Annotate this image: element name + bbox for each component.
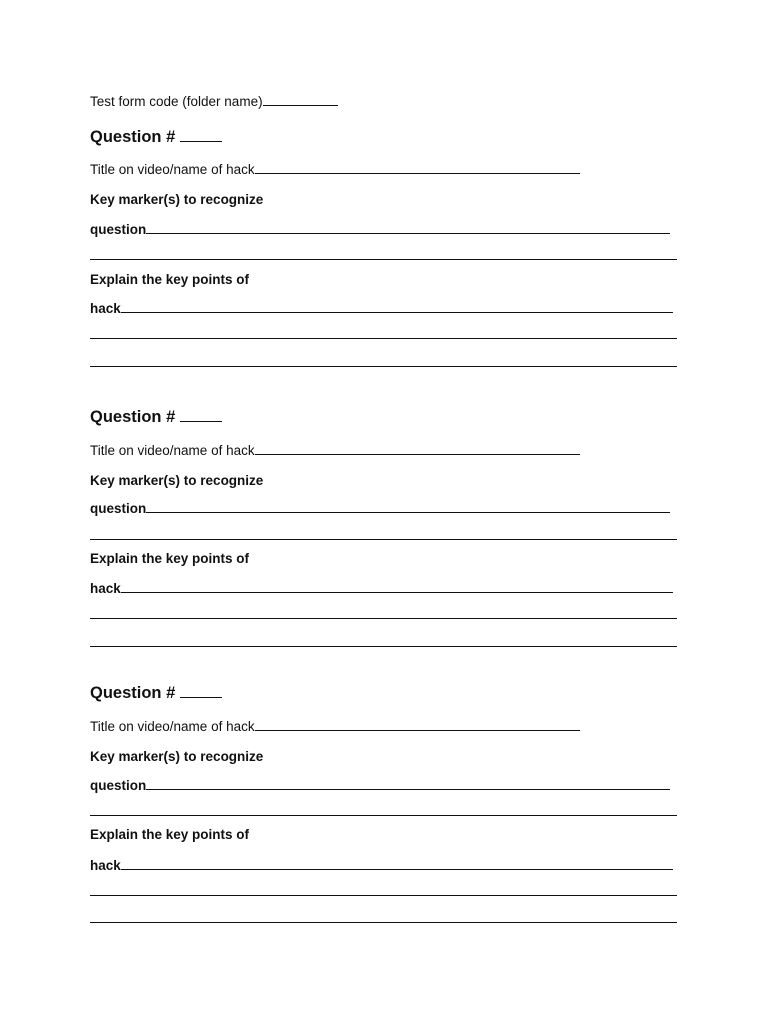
title-field[interactable] — [255, 718, 580, 731]
key-marker-field-line[interactable] — [90, 539, 677, 540]
key-marker-row — [90, 221, 670, 237]
key-marker-field[interactable] — [146, 221, 670, 234]
test-form-code-field[interactable] — [263, 93, 338, 106]
key-marker-field-line[interactable] — [90, 815, 677, 816]
question-number-row — [90, 127, 222, 146]
explain-field-line[interactable] — [90, 895, 677, 896]
explain-field[interactable] — [121, 580, 673, 593]
key-marker-label: Key marker(s) to recognize — [90, 473, 264, 488]
key-marker-field[interactable] — [146, 500, 670, 513]
question-number-field[interactable] — [180, 127, 222, 142]
explain-label-cont: hack — [90, 858, 121, 873]
explain-label-cont: hack — [90, 301, 121, 316]
key-marker-label: Key marker(s) to recognize — [90, 192, 264, 207]
explain-row — [90, 580, 673, 596]
title-label: Title on video/name of hack — [90, 719, 255, 734]
explain-field-line[interactable] — [90, 366, 677, 367]
question-number-label: Question # — [90, 684, 176, 702]
title-row — [90, 161, 580, 177]
title-field[interactable] — [255, 161, 580, 174]
title-row — [90, 442, 580, 458]
test-form-code-row — [90, 93, 338, 109]
key-marker-label-cont: question — [90, 222, 147, 237]
explain-row — [90, 300, 673, 316]
explain-field-line[interactable] — [90, 922, 677, 923]
explain-field[interactable] — [121, 857, 673, 870]
key-marker-field[interactable] — [146, 777, 670, 790]
explain-field-line[interactable] — [90, 646, 677, 647]
key-marker-label: Key marker(s) to recognize — [90, 749, 264, 764]
explain-label: Explain the key points of — [90, 827, 250, 842]
key-marker-label-cont: question — [90, 778, 147, 793]
explain-field-line[interactable] — [90, 618, 677, 619]
question-number-label: Question # — [90, 408, 176, 426]
explain-label: Explain the key points of — [90, 551, 250, 566]
question-number-label: Question # — [90, 128, 176, 146]
explain-field[interactable] — [121, 300, 673, 313]
key-marker-label-cont: question — [90, 501, 147, 516]
explain-row — [90, 857, 673, 873]
explain-field-line[interactable] — [90, 338, 677, 339]
explain-label-cont: hack — [90, 581, 121, 596]
question-number-row — [90, 407, 222, 426]
title-row — [90, 718, 580, 734]
title-label: Title on video/name of hack — [90, 443, 255, 458]
explain-label: Explain the key points of — [90, 272, 250, 287]
question-number-field[interactable] — [180, 683, 222, 698]
title-field[interactable] — [255, 442, 580, 455]
title-label: Title on video/name of hack — [90, 162, 255, 177]
key-marker-row — [90, 500, 670, 516]
test-form-code-label: Test form code (folder name) — [90, 94, 263, 109]
question-number-field[interactable] — [180, 407, 222, 422]
key-marker-row — [90, 777, 670, 793]
question-number-row — [90, 683, 222, 702]
key-marker-field-line[interactable] — [90, 259, 677, 260]
